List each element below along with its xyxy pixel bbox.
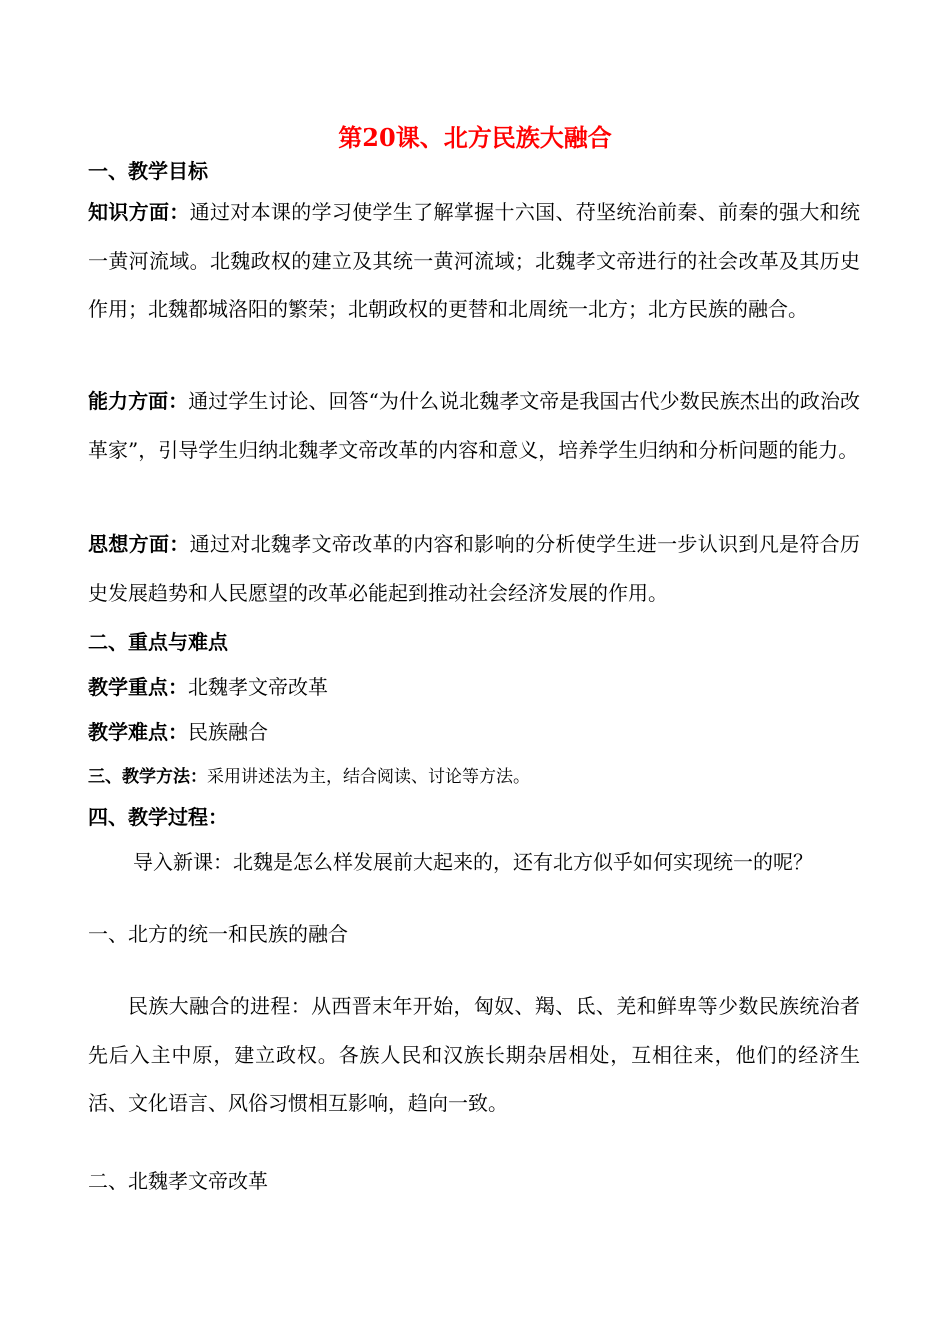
part-heading-reform: 二、北魏孝文帝改革 [88,1169,268,1193]
focus-line [88,671,328,700]
text-difficulty: 民族融合 [188,720,268,744]
paragraph-knowledge [88,188,860,334]
section-heading-focus: 二、重点与难点 [88,630,228,654]
label-focus: 教学重点： [88,675,188,699]
text-focus: 北魏孝文帝改革 [188,675,328,699]
page-title: 第20课、北方民族大融合 [338,123,612,152]
paragraph-fusion: 民族大融合的进程：从西晋末年开始，匈奴、羯、氐、羌和鲜卑等少数民族统治者先后入主中原，建立政权。各族人民和汉族长期杂居相处，互相往来，他们的经济生活、文化语言、风俗习惯相互影响，趋向一致。 [88,994,860,1115]
label-ability: 能力方面： [88,389,189,413]
section-heading-process: 四、教学过程： [88,805,228,829]
intro-line: 导入新课：北魏是怎么样发展前大起来的，还有北方似乎如何实现统一的呢？ [133,850,813,874]
part-heading-unification: 一、北方的统一和民族的融合 [88,922,348,946]
label-methods: 三、教学方法： [88,767,207,787]
label-difficulty: 教学难点： [88,720,188,744]
paragraph-thought [88,520,860,617]
difficulty-line [88,716,268,745]
label-thought: 思想方面： [88,532,190,556]
label-knowledge: 知识方面： [88,200,190,224]
methods-line [88,762,530,787]
text-ability: 通过学生讨论、回答“为什么说北魏孝文帝是我国古代少数民族杰出的政治改革家”，引导学生归纳北魏孝文帝改革的内容和意义，培养学生归纳和分析问题的能力。 [88,389,860,462]
text-thought: 通过对北魏孝文帝改革的内容和影响的分析使学生进一步认识到凡是符合历史发展趋势和人民愿望的改革必能起到推动社会经济发展的作用。 [88,532,861,605]
section-heading-objectives: 一、教学目标 [88,159,208,183]
paragraph-ability [88,377,860,474]
text-methods: 采用讲述法为主，结合阅读、讨论等方法。 [207,767,530,787]
text-knowledge: 通过对本课的学习使学生了解掌握十六国、苻坚统治前秦、前秦的强大和统一黄河流域。北魏政权的建立及其统一黄河流域；北魏孝文帝进行的社会改革及其历史作用；北魏都城洛阳的繁荣；北朝政权的更替和北周统一北方；北方民族的融合。 [88,200,861,321]
